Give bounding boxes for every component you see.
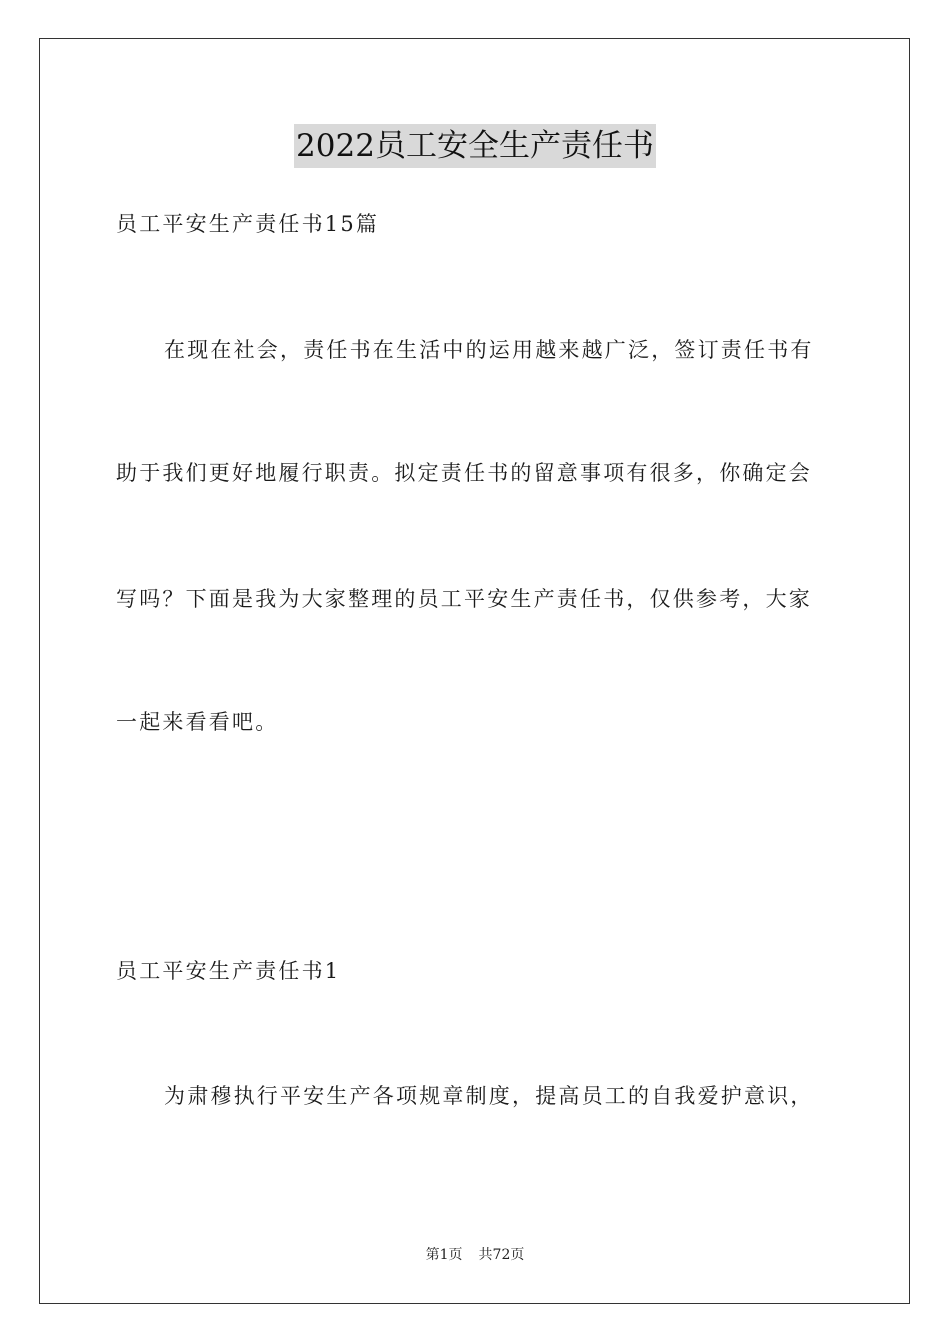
document-title: 2022员工安全生产责任书 (294, 124, 656, 168)
section-paragraph-line: 为肃穆执行平安生产各项规章制度，提高员工的自我爱护意识， (164, 1084, 814, 1108)
section-heading: 员工平安生产责任书1 (116, 959, 341, 983)
title-container (0, 124, 950, 168)
page-total: 共72页 (478, 1247, 525, 1263)
document-subtitle: 员工平安生产责任书15篇 (116, 212, 380, 236)
intro-paragraph-line: 写吗？下面是我为大家整理的员工平安生产责任书，仅供参考，大家 (116, 587, 812, 611)
intro-paragraph-line: 一起来看看吧。 (116, 710, 279, 734)
intro-paragraph-line: 在现在社会，责任书在生活中的运用越来越广泛，签订责任书有 (164, 338, 814, 362)
page-number: 第1页 (425, 1247, 463, 1263)
intro-paragraph-line: 助于我们更好地履行职责。拟定责任书的留意事项有很多，你确定会 (116, 461, 812, 485)
page-footer (0, 1245, 950, 1265)
